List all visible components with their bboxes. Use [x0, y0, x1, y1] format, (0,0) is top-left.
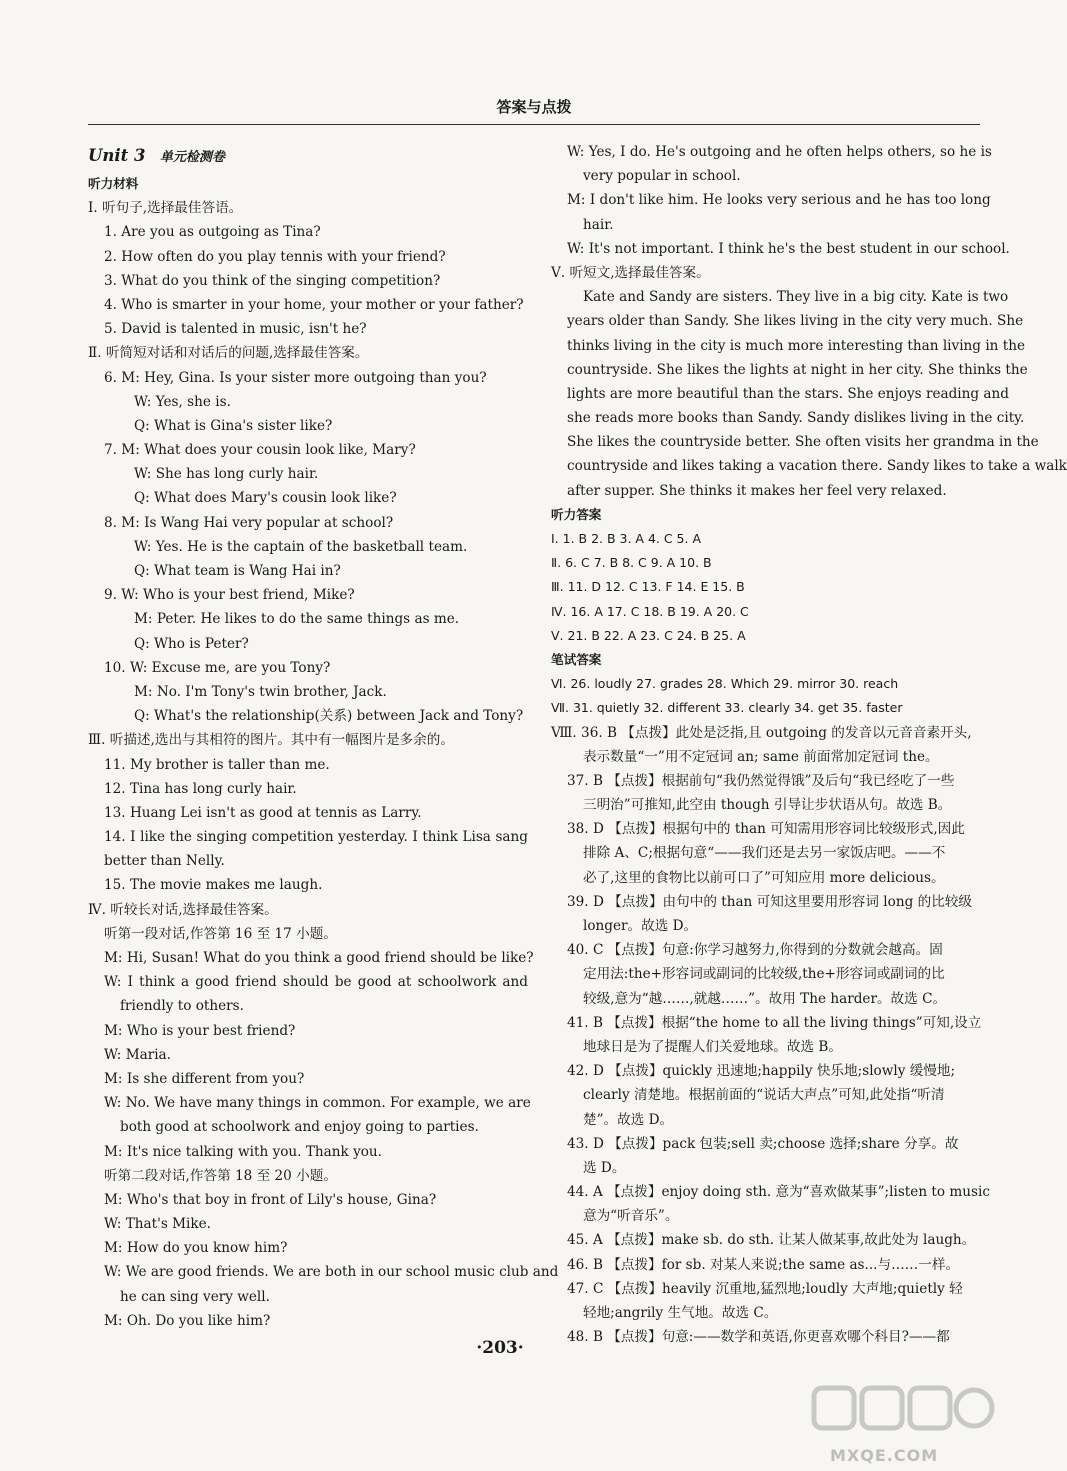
text-line: 地球日是为了提醒人们关爱地球。故选 B。: [583, 1038, 842, 1055]
text-line: Ⅳ. 16. A 17. C 18. B 19. A 20. C: [551, 603, 749, 619]
text-line: 39. D 【点拨】由句中的 than 可知这里要用形容词 long 的比较级: [567, 893, 972, 910]
text-line: M: How do you know him?: [104, 1240, 288, 1257]
text-line: Kate and Sandy are sisters. They live in a big city. Kate is two: [583, 289, 1009, 306]
section-heading: 听力答案: [551, 506, 602, 522]
text-line: Q: Who is Peter?: [134, 635, 249, 652]
text-line: Ⅶ. 31. quietly 32. different 33. clearly 34. get 35. faster: [551, 700, 903, 716]
text-line: clearly 清楚地。根据前面的“说话大声点”可知,此处指“听清: [583, 1087, 945, 1104]
text-line: 2. How often do you play tennis with your friend?: [104, 248, 446, 265]
text-line: friendly to others.: [120, 998, 244, 1015]
text-line: 42. D 【点拨】quickly 迅速地;happily 快乐地;slowly 缓慢地;: [567, 1063, 956, 1080]
text-line: Q: What does Mary's cousin look like?: [134, 490, 397, 507]
text-line: 定用法:the+形容词或副词的比较级,the+形容词或副词的比: [583, 966, 945, 983]
text-line: 13. Huang Lei isn't as good at tennis as Larry.: [104, 804, 422, 821]
text-line: W: We are good friends. We are both in our school music club and: [104, 1264, 559, 1281]
text-line: W: I think a good friend should be good at schoolwork and: [104, 974, 528, 991]
text-line: Q: What is Gina's sister like?: [134, 417, 333, 434]
header-title: 答案与点拨: [496, 98, 572, 116]
text-line: 10. W: Excuse me, are you Tony?: [104, 659, 331, 676]
text-line: both good at schoolwork and enjoy going to parties.: [120, 1119, 479, 1136]
text-line: after supper. She thinks it makes her feel very relaxed.: [567, 482, 947, 499]
text-line: Q: What's the relationship(关系) between Jack and Tony?: [134, 708, 524, 725]
text-line: 7. M: What does your cousin look like, Mary?: [104, 442, 416, 459]
text-line: Ⅰ. 1. B 2. B 3. A 4. C 5. A: [551, 531, 702, 546]
text-line: M: I don't like him. He looks very serious and he has too long: [567, 192, 991, 209]
text-line: 44. A 【点拨】enjoy doing sth. 意为“喜欢做某事”;listen to music: [567, 1184, 990, 1201]
section-heading: 听力材料: [88, 176, 139, 191]
text-line: 38. D 【点拨】根据句中的 than 可知需用形容词比较级形式,因此: [567, 821, 965, 838]
text-line: 11. My brother is taller than me.: [104, 756, 330, 773]
text-line: Ⅴ. 听短文,选择最佳答案。: [551, 264, 710, 281]
left-text-lines: [88, 172, 559, 1333]
text-line: she reads more books than Sandy. Sandy dislikes living in the city.: [567, 410, 1025, 427]
text-line: 楚”。故选 D。: [583, 1111, 674, 1128]
unit-heading: [88, 140, 528, 172]
text-line: 45. A 【点拨】make sb. do sth. 让某人做某事,故此处为 laugh。: [567, 1232, 976, 1249]
text-line: W: No. We have many things in common. For example, we are: [104, 1095, 531, 1112]
text-line: 6. M: Hey, Gina. Is your sister more outgoing than you?: [104, 369, 487, 386]
text-line: years older than Sandy. She likes living in the city very much. She: [567, 313, 1024, 330]
text-line: longer。故选 D。: [583, 918, 698, 934]
text-line: W: Yes, I do. He's outgoing and he often helps others, so he is: [567, 144, 992, 160]
text-line: M: Peter. He likes to do the same things as me.: [134, 611, 460, 628]
text-line: countryside. She likes the lights at night in her city. She thinks the: [567, 361, 1028, 378]
text-line: 5. David is talented in music, isn't he?: [104, 321, 367, 338]
text-line: M: No. I'm Tony's twin brother, Jack.: [134, 683, 387, 700]
unit-title: Unit 3: [88, 146, 146, 165]
text-line: 8. M: Is Wang Hai very popular at school?: [104, 514, 394, 531]
text-line: hair.: [583, 216, 614, 233]
text-line: 37. B 【点拨】根据前句“我仍然觉得饿”及后句“我已经吃了一些: [567, 772, 955, 789]
watermark-text: MXQE.COM: [830, 1446, 939, 1465]
text-line: countryside and likes taking a vacation there. Sandy likes to take a walk: [567, 458, 1067, 475]
text-line: W: Maria.: [104, 1046, 171, 1063]
right-column: [551, 140, 1067, 1349]
text-line: thinks living in the city is much more interesting than living in the: [567, 337, 1026, 354]
text-line: 意为“听音乐”。: [583, 1208, 679, 1225]
text-line: 必了,这里的食物比以前可口了”可知应用 more delicious。: [583, 869, 945, 886]
text-line: 表示数量“一”用不定冠词 an; same 前面常加定冠词 the。: [583, 748, 939, 765]
text-line: 听第一段对话,作答第 16 至 17 小题。: [104, 925, 337, 942]
text-line: Ⅱ. 听简短对话和对话后的问题,选择最佳答案。: [88, 345, 369, 362]
text-line: 43. D 【点拨】pack 包装;sell 卖;choose 选择;share 分享。故: [567, 1135, 959, 1152]
text-line: Ⅲ. 11. D 12. C 13. F 14. E 15. B: [551, 579, 745, 595]
text-line: Ⅵ. 26. loudly 27. grades 28. Which 29. mirror 30. reach: [551, 676, 899, 692]
text-line: he can sing very well.: [120, 1288, 270, 1305]
text-line: Q: What team is Wang Hai in?: [134, 563, 341, 579]
text-line: W: Yes. He is the captain of the basketball team.: [134, 538, 468, 555]
text-line: 三明治”可推知,此空由 though 引导让步状语从句。故选 B。: [583, 797, 952, 814]
page-number: ·203·: [476, 1338, 524, 1358]
right-text-lines: [551, 140, 1067, 1349]
page-header: [88, 96, 980, 125]
text-line: M: Who is your best friend?: [104, 1022, 296, 1039]
text-line: 排除 A、C;根据句意“——我们还是去另一家饭店吧。——不: [583, 845, 946, 862]
text-line: M: Oh. Do you like him?: [104, 1312, 271, 1329]
text-line: 轻地;angrily 生气地。故选 C。: [583, 1305, 778, 1321]
text-line: Ⅱ. 6. C 7. B 8. C 9. A 10. B: [551, 555, 712, 571]
text-line: Ⅳ. 听较长对话,选择最佳答案。: [88, 901, 278, 918]
text-line: 48. B 【点拨】句意:——数学和英语,你更喜欢哪个科目?——都: [567, 1329, 950, 1346]
text-line: 15. The movie makes me laugh.: [104, 877, 323, 894]
text-line: 14. I like the singing competition yesterday. I think Lisa sang: [104, 829, 528, 846]
text-line: 46. B 【点拨】for sb. 对某人来说;the same as...与……一样。: [567, 1256, 960, 1273]
section-heading: 笔试答案: [551, 651, 602, 667]
text-line: M: Hi, Susan! What do you think a good friend should be like?: [104, 950, 534, 966]
text-line: Ⅰ. 听句子,选择最佳答语。: [88, 200, 243, 217]
text-line: 12. Tina has long curly hair.: [104, 780, 297, 797]
text-line: 9. W: Who is your best friend, Mike?: [104, 587, 355, 604]
text-line: M: Is she different from you?: [104, 1070, 305, 1087]
text-line: Ⅲ. 听描述,选出与其相符的图片。其中有一幅图片是多余的。: [88, 732, 454, 749]
text-line: 47. C 【点拨】heavily 沉重地,猛烈地;loudly 大声地;quietly 轻: [567, 1280, 963, 1297]
text-line: 4. Who is smarter in your home, your mother or your father?: [104, 296, 524, 313]
text-line: W: She has long curly hair.: [134, 466, 319, 483]
text-line: She likes the countryside better. She often visits her grandma in the: [567, 434, 1039, 451]
text-line: W: Yes, she is.: [134, 393, 231, 410]
text-line: 听第二段对话,作答第 18 至 20 小题。: [104, 1167, 337, 1184]
text-line: W: That's Mike.: [104, 1216, 211, 1233]
text-line: better than Nelly.: [104, 853, 225, 870]
text-line: Ⅴ. 21. B 22. A 23. C 24. B 25. A: [551, 627, 746, 643]
text-line: 41. B 【点拨】根据“the home to all the living things”可知,设立: [567, 1014, 982, 1031]
text-line: M: It's nice talking with you. Thank you.: [104, 1143, 383, 1160]
text-line: 40. C 【点拨】句意:你学习越努力,你得到的分数就会越高。固: [567, 942, 943, 959]
text-line: Ⅷ. 36. B 【点拨】此处是泛指,且 outgoing 的发音以元音音素开头,: [551, 724, 972, 741]
text-line: 选 D。: [583, 1159, 626, 1176]
left-column: [88, 140, 559, 1333]
unit-subtitle: 单元检测卷: [159, 150, 225, 165]
text-line: 较级,意为“越……,就越……”。故用 The harder。故选 C。: [583, 990, 947, 1007]
text-line: W: It's not important. I think he's the best student in our school.: [567, 240, 1010, 257]
text-line: 3. What do you think of the singing competition?: [104, 272, 441, 289]
text-line: lights are more beautiful than the stars. She enjoys reading and: [567, 385, 1009, 402]
text-line: M: Who's that boy in front of Lily's house, Gina?: [104, 1191, 437, 1208]
text-line: 1. Are you as outgoing as Tina?: [104, 224, 321, 241]
text-line: very popular in school.: [583, 168, 741, 185]
